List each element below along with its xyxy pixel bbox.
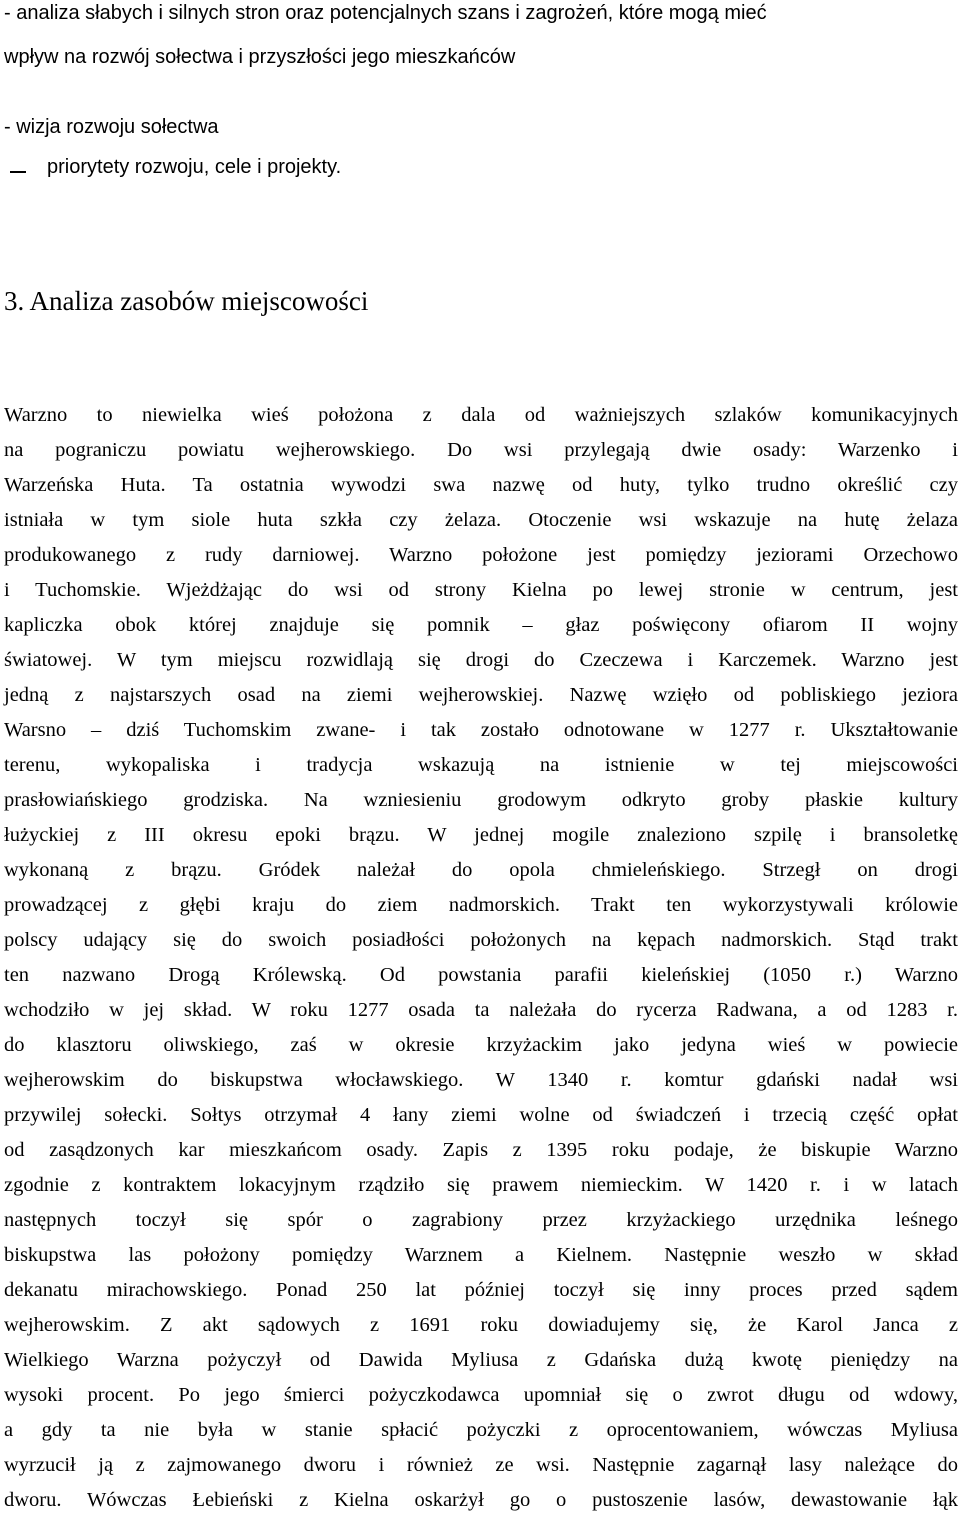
body-line: istniała w tym siole huta szkła czy żelaza. Otoczenie wsi wskazuje na hutę żelaza: [4, 509, 958, 531]
body-line: wejherowskim do biskupstwa włocławskiego. W 1340 r. komtur gdański nadał wsi: [4, 1069, 958, 1091]
body-line: a gdy ta nie była w stanie spłacić pożyczki z oprocentowaniem, wówczas Myliusa: [4, 1419, 958, 1441]
body-line: Warzno to niewielka wieś położona z dala od ważniejszych szlaków komunikacyjnych: [4, 404, 958, 426]
body-line: kapliczka obok której znajduje się pomnik – głaz poświęcony ofiarom II wojny: [4, 614, 958, 636]
body-line: wysoki procent. Po jego śmierci pożyczkodawca upomniał się o zwrot długu od wdowy,: [4, 1384, 958, 1406]
dash-bullet-icon: [10, 171, 26, 173]
intro-line: wpływ na rozwój sołectwa i przyszłości jego mieszkańców: [4, 46, 516, 68]
body-line: Wielkiego Warzna pożyczył od Dawida Myliusa z Gdańska dużą kwotę pieniędzy na: [4, 1349, 958, 1371]
body-line: wejherowskim. Z akt sądowych z 1691 roku dowiadujemy się, że Karol Janca z: [4, 1314, 958, 1336]
body-line: polscy udający się do swoich posiadłości położonych na kępach nadmorskich. Stąd trakt: [4, 929, 958, 951]
body-line: Warsno – dziś Tuchomskim zwane- i tak zostało odnotowane w 1277 r. Ukształtowanie: [4, 719, 958, 741]
body-line: produkowanego z rudy darniowej. Warzno położone jest pomiędzy jeziorami Orzechowo: [4, 544, 958, 566]
body-line: terenu, wykopaliska i tradycja wskazują na istnienie w tej miejscowości: [4, 754, 958, 776]
body-line: na pograniczu powiatu wejherowskiego. Do wsi przylegają dwie osady: Warzenko i: [4, 439, 958, 461]
priority-item-text: priorytety rozwoju, cele i projekty.: [47, 156, 342, 178]
body-line: prowadzącej z głębi kraju do ziem nadmorskich. Trakt ten wykorzystywali królowie: [4, 894, 958, 916]
intro-line: - wizja rozwoju sołectwa: [4, 116, 219, 138]
body-line: przywilej sołecki. Sołtys otrzymał 4 łany ziemi wolne od świadczeń i trzecią część opłat: [4, 1104, 958, 1126]
body-line: dworu. Wówczas Łebieński z Kielna oskarżył go o pustoszenie lasów, dewastowanie łąk: [4, 1489, 958, 1511]
section-heading: 3. Analiza zasobów miejscowości: [4, 286, 369, 316]
body-line: zgodnie z kontraktem lokacyjnym rządziło się prawem niemieckim. W 1420 r. i w latach: [4, 1174, 958, 1196]
body-line: Warzeńska Huta. Ta ostatnia wywodzi swa nazwę od huty, tylko trudno określić czy: [4, 474, 958, 496]
body-line: łużyckiej z III okresu epoki brązu. W jednej mogile znaleziono szpilę i bransoletkę: [4, 824, 958, 846]
body-line: światowej. W tym miejscu rozwidlają się drogi do Czeczewa i Karczemek. Warzno jest: [4, 649, 958, 671]
body-line: następnych toczył się spór o zagrabiony przez krzyżackiego urzędnika leśnego: [4, 1209, 958, 1231]
body-line: prasłowiańskiego grodziska. Na wzniesieniu grodowym odkryto groby płaskie kultury: [4, 789, 958, 811]
body-line: jedną z najstarszych osad na ziemi wejherowskiej. Nazwę wzięło od pobliskiego jeziora: [4, 684, 958, 706]
body-line: ten nazwano Drogą Królewską. Od powstania parafii kieleńskiej (1050 r.) Warzno: [4, 964, 958, 986]
body-line: wchodziło w jej skład. W roku 1277 osada ta należała do rycerza Radwana, a od 1283 r.: [4, 999, 958, 1021]
intro-line: - analiza słabych i silnych stron oraz potencjalnych szans i zagrożeń, które mogą mieć: [4, 2, 767, 24]
body-line: biskupstwa las położony pomiędzy Warznem a Kielnem. Następnie weszło w skład: [4, 1244, 958, 1266]
body-line: i Tuchomskie. Wjeżdżając do wsi od strony Kielna po lewej stronie w centrum, jest: [4, 579, 958, 601]
body-line: wykonaną z brązu. Gródek należał do opola chmieleńskiego. Strzegł on drogi: [4, 859, 958, 881]
body-line: do klasztoru oliwskiego, zaś w okresie krzyżackim jako jedyna wieś w powiecie: [4, 1034, 958, 1056]
body-line: od zasądzonych kar mieszkańcom osady. Zapis z 1395 roku podaje, że biskupie Warzno: [4, 1139, 958, 1161]
body-line: wyrzucił ją z zajmowanego dworu i również ze wsi. Następnie zagarnął lasy należące do: [4, 1454, 958, 1476]
body-line: dekanatu mirachowskiego. Ponad 250 lat później toczył się inny proces przed sądem: [4, 1279, 958, 1301]
